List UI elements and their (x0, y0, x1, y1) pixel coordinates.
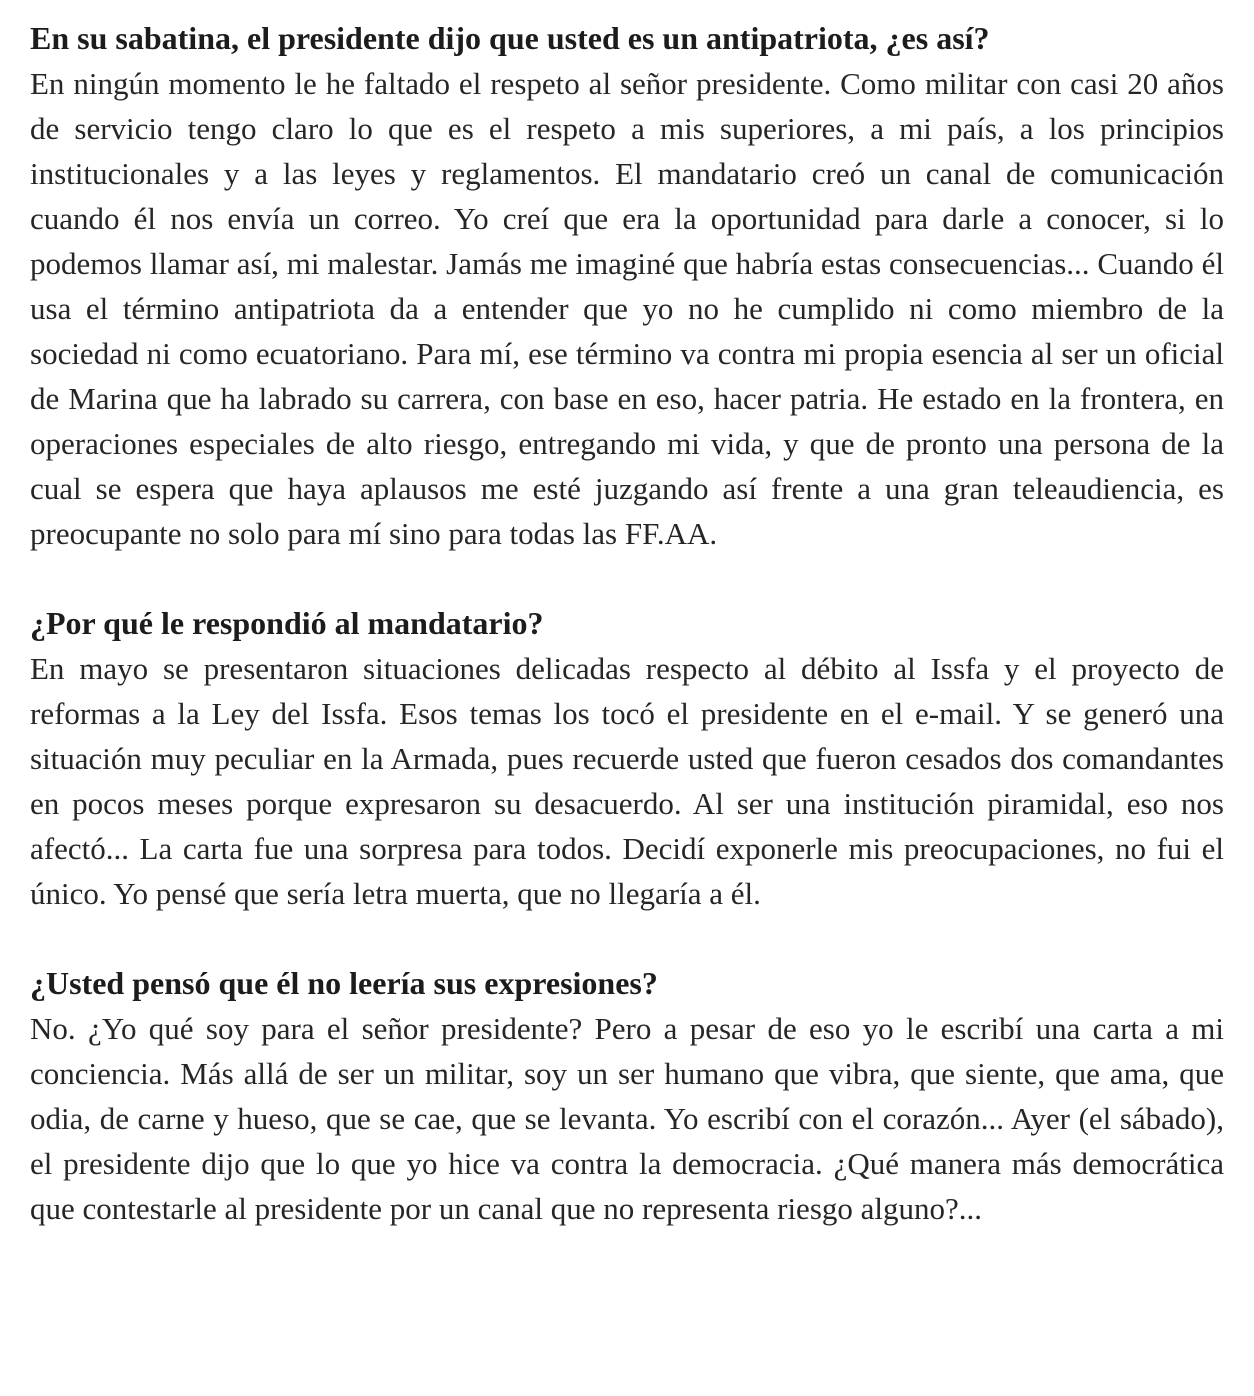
interview-question-2: ¿Por qué le respondió al mandatario? (30, 605, 544, 641)
interview-question-1: En su sabatina, el presidente dijo que usted es un antipatriota, ¿es así? (30, 20, 990, 56)
interview-section-2 (30, 601, 1224, 916)
interview-answer-2: En mayo se presentaron situaciones delicadas respecto al débito al Issfa y el proyecto de reformas a la Ley del Issfa. Esos temas los tocó el presidente en el e-mail. Y se generó una situación muy peculiar en la Armada, pues recuerde usted que fueron cesados dos comandantes en pocos meses porque expresaron su desacuerdo. Al ser una institución piramidal, eso nos afectó... La carta fue una sorpresa para todos. Decidí exponerle mis preocupaciones, no fui el único. Yo pensé que sería letra muerta, que no llegaría a él. (30, 651, 1224, 911)
interview-question-3: ¿Usted pensó que él no leería sus expresiones? (30, 965, 658, 1001)
interview-section-1 (30, 16, 1224, 556)
interview-answer-3: No. ¿Yo qué soy para el señor presidente? Pero a pesar de eso yo le escribí una carta a mi conciencia. Más allá de ser un militar, soy un ser humano que vibra, que siente, que ama, que odia, de carne y hueso, que se cae, que se levanta. Yo escribí con el corazón... Ayer (el sábado), el presidente dijo que lo que yo hice va contra la democracia. ¿Qué manera más democrática que contestarle al presidente por un canal que no representa riesgo alguno?... (30, 1011, 1224, 1226)
interview-section-3 (30, 961, 1224, 1231)
interview-answer-1: En ningún momento le he faltado el respeto al señor presidente. Como militar con casi 20 años de servicio tengo claro lo que es el respeto a mis superiores, a mi país, a los principios institucionales y a las leyes y reglamentos. El mandatario creó un canal de comunicación cuando él nos envía un correo. Yo creí que era la oportunidad para darle a conocer, si lo podemos llamar así, mi malestar. Jamás me imaginé que habría estas consecuencias... Cuando él usa el término antipatriota da a entender que yo no he cumplido ni como miembro de la sociedad ni como ecuatoriano. Para mí, ese término va contra mi propia esencia al ser un oficial de Marina que ha labrado su carrera, con base en eso, hacer patria. He estado en la frontera, en operaciones especiales de alto riesgo, entregando mi vida, y que de pronto una persona de la cual se espera que haya aplausos me esté juzgando así frente a una gran teleaudiencia, es preocupante no solo para mí sino para todas las FF.AA. (30, 66, 1224, 551)
